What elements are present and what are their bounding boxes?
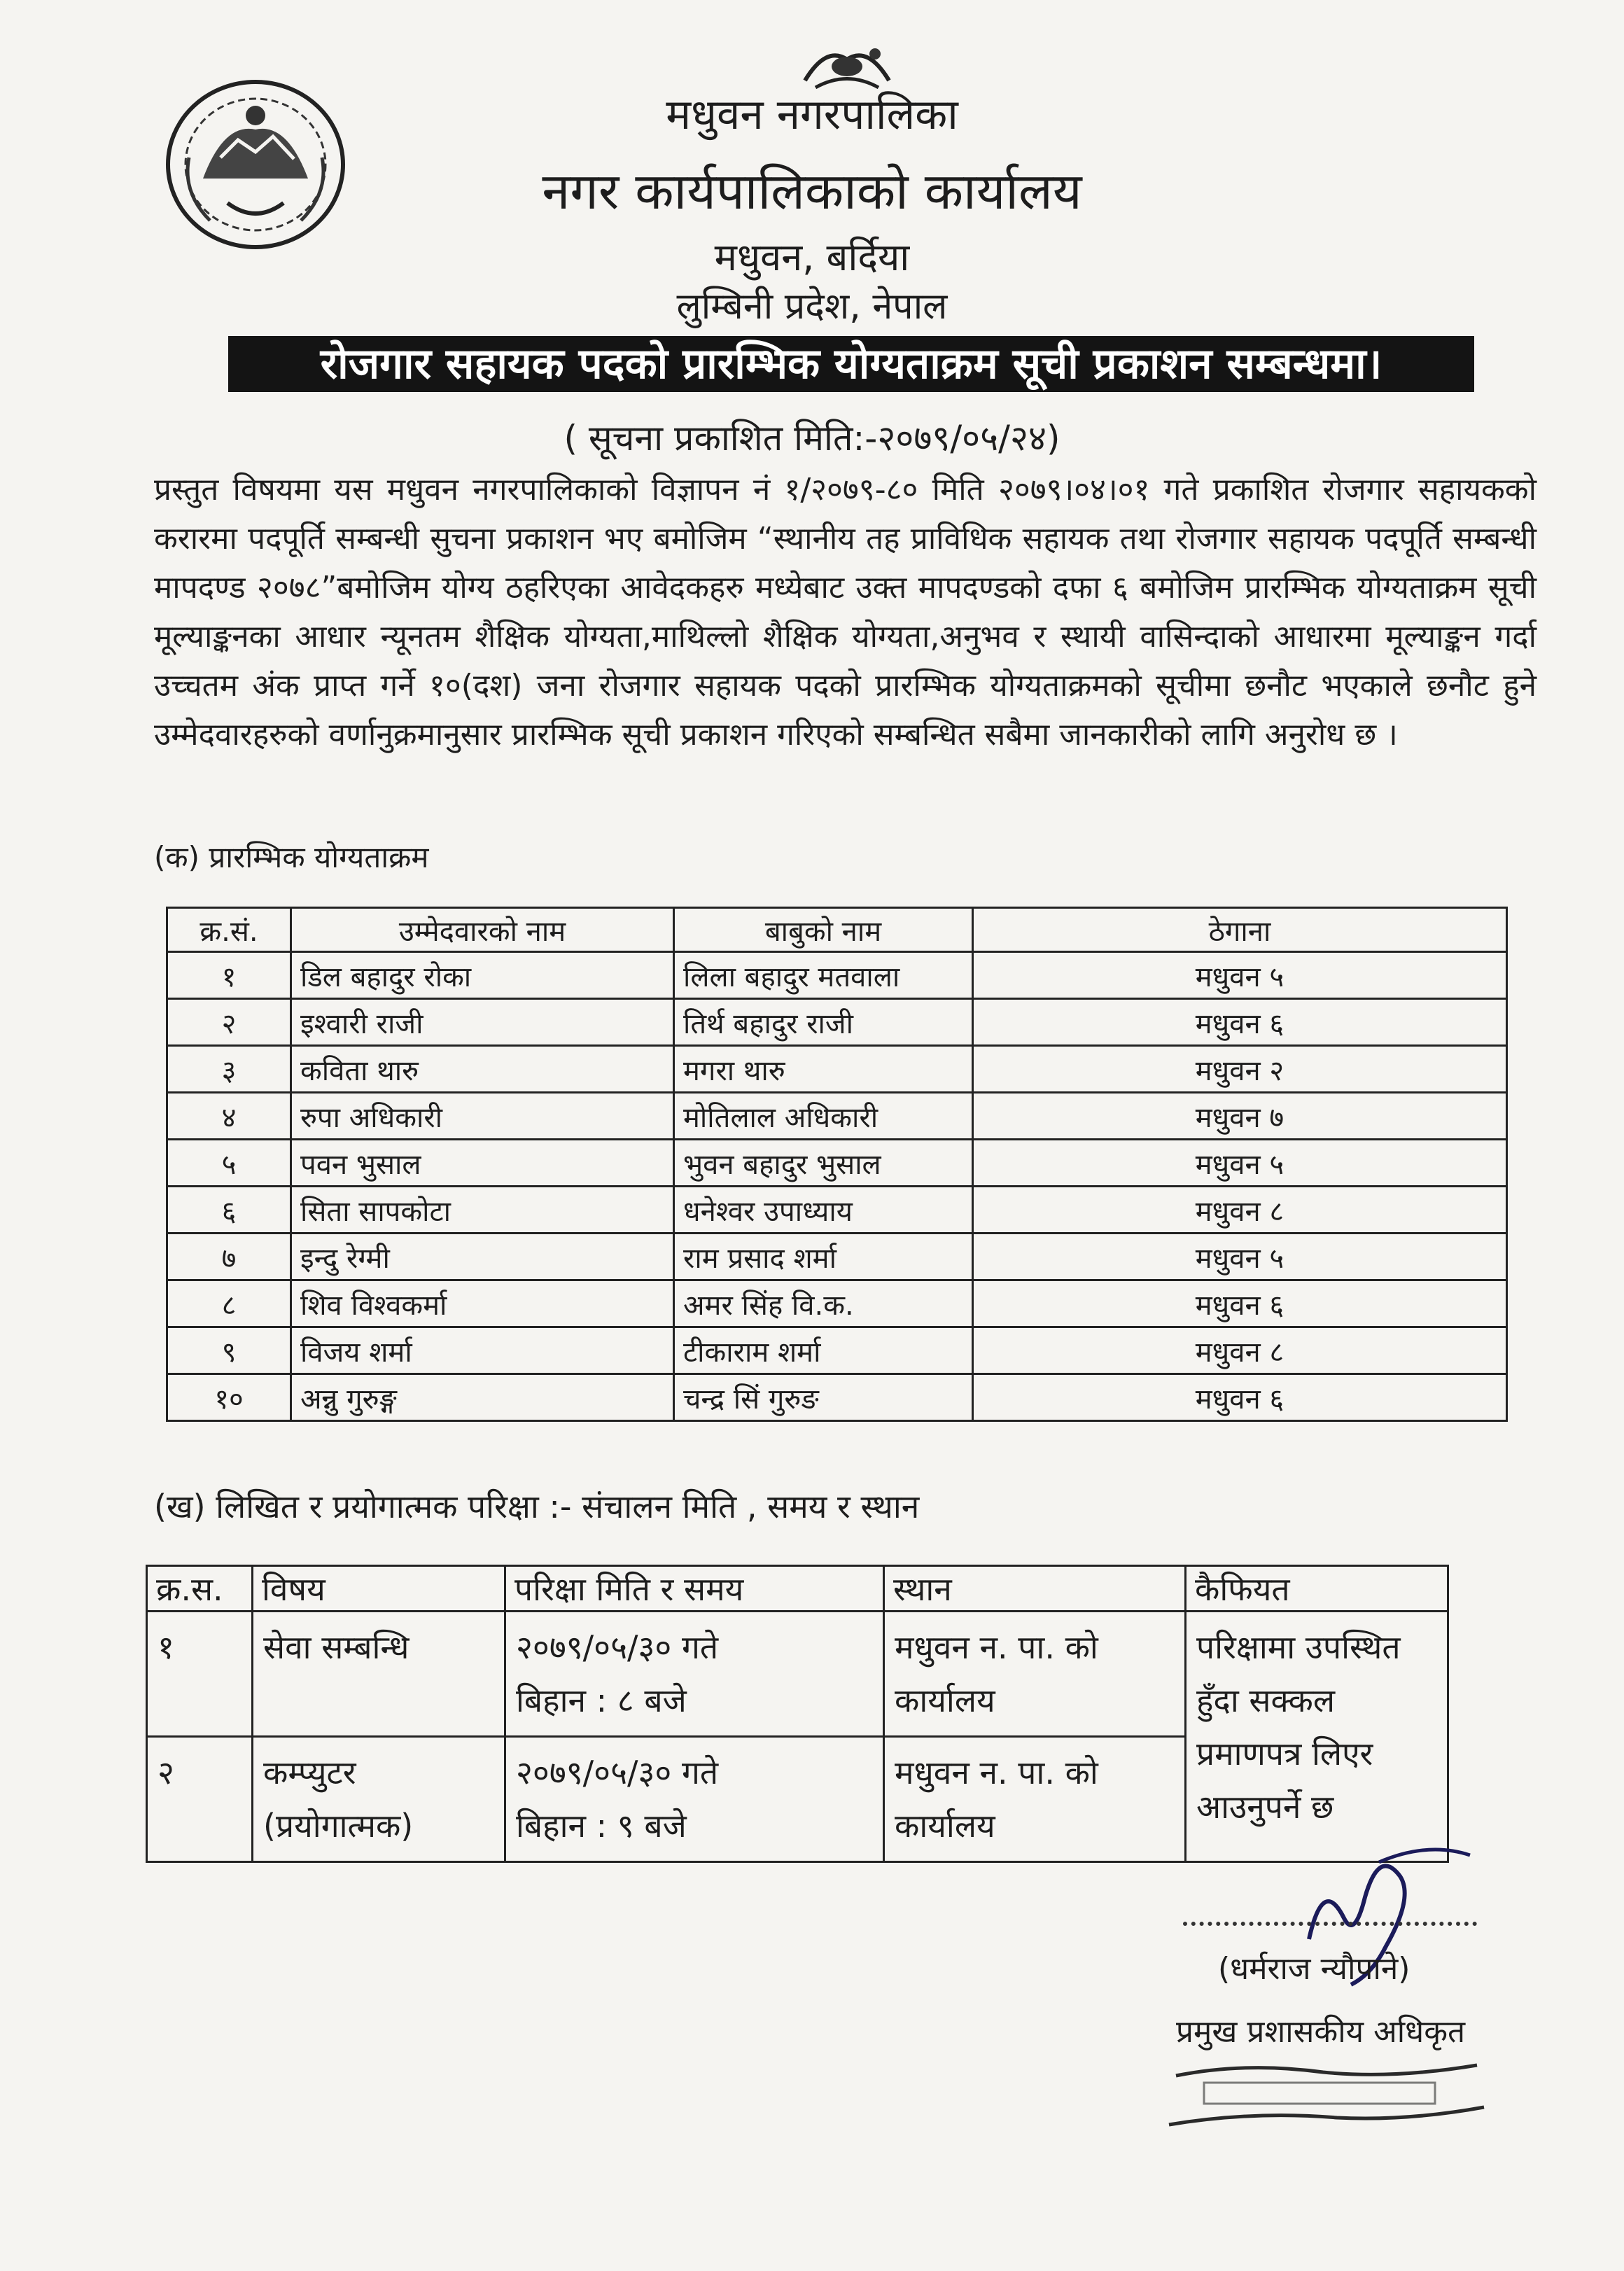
cell-father: तिर्थ बहादुर राजी — [674, 999, 973, 1046]
table-row — [167, 999, 1507, 1046]
province-name: लुम्बिनी प्रदेश, नेपाल — [676, 286, 948, 328]
exam-time: बिहान : ८ बजे — [516, 1682, 687, 1719]
cell-address: मधुवन ८ — [973, 1327, 1507, 1374]
col-venue: स्थान — [884, 1566, 1186, 1612]
cell-address: मधुवन ६ — [973, 1374, 1507, 1421]
table-row — [167, 1140, 1507, 1187]
cell-address: मधुवन ६ — [973, 999, 1507, 1046]
signatory-title: प्रमुख प्रशासकीय अधिकृत — [1176, 2014, 1466, 2050]
cell-venue — [884, 1737, 1186, 1862]
office-name: नगर कार्यपालिकाको कार्यालय — [542, 162, 1082, 221]
notice-body: प्रस्तुत विषयमा यस मधुवन नगरपालिकाको विज्ञापन नं १/२०७९-८० मिति २०७९।०४।०१ गते प्रकाशित रोजगार सहायकको करारमा पदपूर्ति सम्बन्धी सुचना प्रकाशन भए बमोजिम “स्थानीय तह प्राविधिक सहायक तथा रोजगार सहायक पदपूर्ति सम्बन्धी मापदण्ड २०७८”बमोजिम योग्य ठहरिएका आवेदकहरु मध्येबाट उक्त मापदण्डको दफा ६ बमोजिम प्रारम्भिक योग्यताक्रम सूची मूल्याङ्कनका आधार न्यूनतम शैक्षिक योग्यता,माथिल्लो शैक्षिक योग्यता,अनुभव र स्थायी वासिन्दाको आधारमा मूल्याङ्कन गर्दा उच्चतम अंक प्राप्त गर्ने १०(दश) जना रोजगार सहायक पदको प्रारम्भिक योग्यताक्रमको सूचीमा छनौट भएकाले छनौट हुने उम्मेदवारहरुको वर्णानुक्रमानुसार प्रारम्भिक सूची प्रकाशन गरिएको सम्बन्धित सबैमा जानकारीको लागि अनुरोध छ । — [154, 472, 1536, 753]
cell-sn: ९ — [167, 1327, 291, 1374]
col-subject: विषय — [253, 1566, 505, 1612]
official-stamp-icon — [1162, 2034, 1491, 2146]
municipality-name: मधुवन नगरपालिका — [666, 90, 958, 139]
cell-address: मधुवन ७ — [973, 1093, 1507, 1140]
cell-address: मधुवन ५ — [973, 1234, 1507, 1280]
cell-address: मधुवन २ — [973, 1046, 1507, 1093]
cell-candidate: सिता सापकोटा — [291, 1187, 674, 1234]
cell-father: राम प्रसाद शर्मा — [674, 1234, 973, 1280]
cell-sn: ८ — [167, 1280, 291, 1327]
cell-address: मधुवन ८ — [973, 1187, 1507, 1234]
cell-subject — [253, 1737, 505, 1862]
cell-candidate: शिव विश्वकर्मा — [291, 1280, 674, 1327]
signature-line — [1183, 1922, 1477, 1926]
cell-address: मधुवन ६ — [973, 1280, 1507, 1327]
venue-line-1: मधुवन न. पा. को — [895, 1628, 1098, 1666]
cell-father: अमर सिंह वि.क. — [674, 1280, 973, 1327]
cell-sn: ७ — [167, 1234, 291, 1280]
cell-father: टीकाराम शर्मा — [674, 1327, 973, 1374]
subject-line-2: (प्रयोगात्मक) — [263, 1807, 414, 1845]
cell-subject: सेवा सम्बन्धि — [253, 1612, 505, 1737]
cell-sn: १ — [167, 952, 291, 999]
office-location: मधुवन, बर्दिया — [714, 235, 910, 279]
exam-schedule-table — [146, 1565, 1449, 1863]
exam-time: बिहान : ९ बजे — [516, 1807, 687, 1845]
cell-address: मधुवन ५ — [973, 1140, 1507, 1187]
table-row — [167, 1187, 1507, 1234]
signatory-name: (धर्मराज न्यौपाने) — [1218, 1951, 1410, 1987]
cell-exam-date — [505, 1737, 884, 1862]
cell-candidate: इश्वारी राजी — [291, 999, 674, 1046]
cell-father: मगरा थारु — [674, 1046, 973, 1093]
cell-candidate: इन्दु रेग्मी — [291, 1234, 674, 1280]
cell-address: मधुवन ५ — [973, 952, 1507, 999]
col-father: बाबुको नाम — [674, 908, 973, 952]
cell-candidate: विजय शर्मा — [291, 1327, 674, 1374]
cell-candidate: डिल बहादुर रोका — [291, 952, 674, 999]
cell-candidate: पवन भुसाल — [291, 1140, 674, 1187]
cell-sn: ४ — [167, 1093, 291, 1140]
col-remarks: कैफियत — [1186, 1566, 1448, 1612]
subject-heading: रोजगार सहायक पदको प्रारम्भिक योग्यताक्रम सूची प्रकाशन सम्बन्धमा। — [210, 336, 1474, 392]
publish-date: ( सूचना प्रकाशित मिति:-२०७९/०५/२४) — [564, 418, 1060, 459]
col-sn: क्र.स. — [147, 1566, 253, 1612]
cell-venue — [884, 1612, 1186, 1737]
section-a-title: (क) प्रारम्भिक योग्यताक्रम — [154, 840, 429, 874]
exam-date: २०७९/०५/३० गते — [516, 1628, 719, 1666]
venue-line-2: कार्यालय — [895, 1807, 995, 1845]
venue-line-2: कार्यालय — [895, 1682, 995, 1719]
cell-father: मोतिलाल अधिकारी — [674, 1093, 973, 1140]
table-row — [167, 1280, 1507, 1327]
cell-sn: २ — [167, 999, 291, 1046]
cell-father: भुवन बहादुर भुसाल — [674, 1140, 973, 1187]
table-row — [167, 1327, 1507, 1374]
col-candidate: उम्मेदवारको नाम — [291, 908, 674, 952]
exam-date: २०७९/०५/३० गते — [516, 1754, 719, 1791]
table-row — [167, 952, 1507, 999]
cell-father: चन्द्र सिं गुरुङ — [674, 1374, 973, 1421]
table-row — [167, 1093, 1507, 1140]
cell-father: धनेश्वर उपाध्याय — [674, 1187, 973, 1234]
section-b-title: (ख) लिखित र प्रयोगात्मक परिक्षा :- संचालन मिति , समय र स्थान — [154, 1488, 920, 1525]
cell-candidate: रुपा अधिकारी — [291, 1093, 674, 1140]
col-address: ठेगाना — [973, 908, 1507, 952]
subject-line-1: कम्प्युटर — [263, 1754, 356, 1791]
table-row — [167, 1046, 1507, 1093]
cell-candidate: अन्नु गुरुङ्ग — [291, 1374, 674, 1421]
cell-exam-date — [505, 1612, 884, 1737]
candidate-table — [166, 907, 1508, 1422]
cell-father: लिला बहादुर मतवाला — [674, 952, 973, 999]
cell-sn: ६ — [167, 1187, 291, 1234]
cell-sn: १ — [147, 1612, 253, 1737]
cell-sn: ५ — [167, 1140, 291, 1187]
table-row — [147, 1612, 1448, 1737]
table-row — [167, 1234, 1507, 1280]
table-row — [167, 1374, 1507, 1421]
table-header-row — [167, 908, 1507, 952]
cell-remarks: परिक्षामा उपस्थित हुँदा सक्कल प्रमाणपत्र लिएर आउनुपर्ने छ — [1186, 1612, 1448, 1862]
cell-sn: ३ — [167, 1046, 291, 1093]
col-exam-date: परिक्षा मिति र समय — [505, 1566, 884, 1612]
venue-line-1: मधुवन न. पा. को — [895, 1754, 1098, 1791]
cell-sn: २ — [147, 1737, 253, 1862]
cell-sn: १० — [167, 1374, 291, 1421]
col-sn: क्र.सं. — [167, 908, 291, 952]
table-header-row — [147, 1566, 1448, 1612]
cell-candidate: कविता थारु — [291, 1046, 674, 1093]
